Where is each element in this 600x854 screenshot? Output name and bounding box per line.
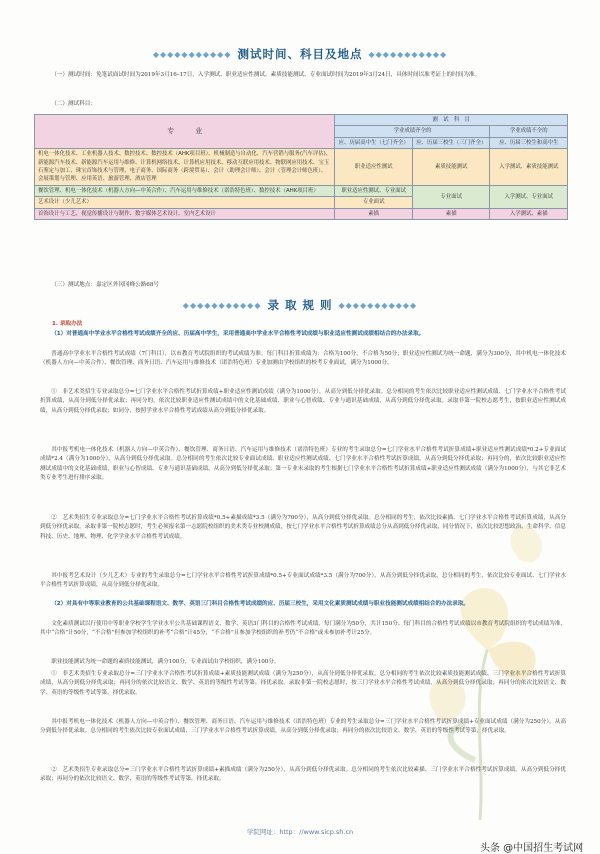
decorative-dots: ◆◆◆◆◆◆◆◆◆◆◆ bbox=[182, 301, 262, 310]
decorative-dots: ◆◆◆◆◆◆◆◆◆◆◆ bbox=[368, 50, 448, 59]
header-incomplete-scores: 学业成绩不全的 bbox=[490, 126, 568, 137]
rule-paragraph: 其中报考机电一体化技术（机器人方向—中英合作）、餐饮管理、商务日语、汽车运用与维修技术（诺浩特色班）专业的考生录取总分=七门学业水平合格性考试折算成绩+职业适应性测试成绩*0.2+专业面试成绩*2.4（满分为1000分），从高分到低分择优录取。总分相同的考生依次比较专业面试成绩、职业适应性测试成绩、七门学业水平合格性考试折算成绩，从高分到低分择优录取；再同分的，依次比较职业适应性测试成绩中的文化基础成绩、职业与心智成绩、专业与通识基础成绩，从高分到低分择优录取；第一专业未录取的考生根据七门学业水平合格性考试折算成绩+职业适应性测试成绩（满分为1000分），与其它非艺术类专业考生进行排序录取。 bbox=[40, 447, 566, 481]
subheading-high-school-rule: （1）对普通高中学业水平合格性考试成绩齐全的应、历届高中学生，采用普通高中学业水平合格性考试成绩与职业适应性测试成绩相结合的办法录取。 bbox=[51, 331, 425, 337]
table-cell: 入学测试、专业面试 bbox=[490, 185, 568, 208]
website-footer: 学院网址：http：//www.sicp.sh.cn bbox=[246, 828, 354, 836]
table-cell: 入学测试、素质技能测试 bbox=[490, 149, 568, 186]
header-test-subjects: 测 试 科 目 bbox=[335, 115, 568, 126]
test-subjects-table bbox=[34, 114, 568, 220]
watermark: 头条 @中国招生考试网 bbox=[480, 843, 584, 854]
table-cell: 入学测试、素描 bbox=[490, 208, 568, 219]
header-complete-scores: 学业成绩齐全的 bbox=[335, 126, 490, 137]
decorative-dots: ◆◆◆◆◆◆◆◆◆◆◆ bbox=[338, 301, 418, 310]
rule-paragraph: 其中报考机电一体化技术（机器人方向—中英合作）、餐饮管理、商务日语、汽车运用与维修技术（诺浩特色班）专业的考生录取总分=三门学业水平合格性考试折算成绩+专业面试成绩（满分为250分），从高分到低分择优录取。总分相同的考生依次比较专业面试成绩、三门学业水平合格性考试折算成绩，从高分到低分择优录取；再同分的依次比较语文、数学、英语的等级性考试等第，择优录取。 bbox=[40, 719, 566, 735]
table-row-major: 机电一体化技术、工业机器人技术、数控技术、数控技术（AHK项目班）、机械制造与自动化、汽车营销与服务(汽车评估)、新能源汽车技术、新能源汽车运用与维修、计算机网络技术、计算机应用技术、移动互联应用技术、物联网应用技术、宝玉石鉴定与加工、珠宝首饰技术与管理、电子商务、国际商务（跨境贸易）、会计（助理会计师）、会计（管理会计师色班）、会展策划与管理、应用英语、旅游管理、酒店管理 bbox=[35, 149, 335, 186]
section-header-admission-rules bbox=[0, 297, 600, 313]
header-major: 专 业 bbox=[35, 115, 335, 149]
header-col-three-schools: 应、历届三校生（三门齐全） bbox=[412, 137, 490, 148]
table-cell: 职业适应性测试、专业面试 bbox=[335, 185, 413, 196]
test-subjects-label: （二）测试科目： bbox=[51, 101, 96, 107]
rule-paragraph: 职业技能测试为统一命题的素质技能测试，满分100分，专业面试由学校组织，满分100分。 bbox=[51, 659, 280, 665]
table-cell: 职业适应性测试 bbox=[335, 149, 413, 186]
rule-paragraph: 其中报考艺术设计（少儿艺术）专业的考生录取总分=七门学业水平合格性考试折算成绩*0.5+专业面试成绩*3.5（满分为700分），从高分到低分择优录取。总分相同的考生，依次比较专业面试、七门学业水平合格性考试折算成绩，从高分到低分择优录取。 bbox=[40, 573, 566, 589]
subheading-admission-method: 1. 录取办法 bbox=[52, 321, 83, 327]
header-col-both: 应、历届三校生和高中生 bbox=[490, 137, 568, 148]
table-row-major: 艺术设计（少儿艺术） bbox=[35, 197, 335, 208]
table-cell: 素质技能测试 bbox=[412, 149, 490, 186]
table-row-major: 餐饮管理、机电一体化技术（机器人方向—中英合作）、汽车运用与维修技术（诺浩特色班）、数控技术（AHK项目班） bbox=[35, 185, 335, 196]
table-cell: 专业面试 bbox=[335, 197, 413, 208]
table-row-major: 首饰设计与工艺、视觉传播设计与制作、数字媒体艺术设计、室内艺术设计 bbox=[35, 208, 335, 219]
rule-paragraph: ② 艺术类招生专业录取总分=七门学业水平合格性考试折算成绩*0.5+素描成绩*3.5（满分为700分），从高分到低分择优录取。总分相同的考生，依次比较素描、七门学业水平合格性考试折算成绩，从高分到低分择优录取。录取非第一院校志愿时，考生必须报名第一志愿院校组织的美术类专业校测成绩，按七门学业水平合格性考试折算成绩总分从高到低分择优录取，同分情况下，依次比较思想政治、生命科学、信息科技、历史、地理、物理、化学学业水平合格性考试成绩。 bbox=[40, 515, 566, 540]
rule-paragraph: 普通高中学业水平合格性考试成绩（7门科目），以市教育考试院组织的考试成绩为准。每门科目折算成绩为：合格为100分，不合格为50分；职业适应性测试为统一命题，满分为300分，其中机电一体化技术（机器人方向—中英合作）、餐饮管理、商务日语、汽车运用与维修技术（诺浩特色班）专业加测由学校组织的校考专业面试，满分为1000分。 bbox=[40, 351, 566, 367]
rule-paragraph: ① 非艺术类招生专业录取总分=七门学业水平合格性考试折算成绩+职业适应性测试成绩（满分为1000分），从高分到低分择优录取。总分相同的考生依次比较职业适应性测试成绩、七门学业水平合格性考试折算成绩，从高分到低分择优录取；再同分的，依次比较职业适应性测试成绩中的文化基础成绩、职业与心智成绩、专业与通识基础成绩，从高分到低分择优录取。录取非第一院校志愿考生，按职业适应性测试成绩，从高分到低分择优录取；如同分，按照学业水平合格性考试成绩从高分到低分择优录取。 bbox=[40, 389, 566, 414]
section-title: 录 取 规 则 bbox=[267, 298, 333, 312]
subheading-three-schools-rule: （2）对具有中等职业教育的公共基础课程语文、数学、英语三门科目合格性考试成绩的应、历届三校生，采用文化素质测试成绩与职业技能测试成绩相结合的办法录取。 bbox=[51, 601, 470, 607]
test-location-paragraph: （三）测试地点：嘉定区外冈冈峰公路68号 bbox=[51, 282, 159, 288]
table-cell: 素描 bbox=[335, 208, 413, 219]
header-col-high-school: 应、历届高中生（七门齐全） bbox=[335, 137, 413, 148]
section-title: 测试时间、科目及地点 bbox=[237, 47, 363, 61]
table-cell: 素描 bbox=[412, 208, 490, 219]
table-cell: 专业面试 bbox=[412, 185, 490, 208]
section-header-test-info bbox=[0, 46, 600, 62]
decorative-dots: ◆◆◆◆◆◆◆◆◆◆◆ bbox=[152, 50, 232, 59]
rule-paragraph: 文化素质测试以行使用中等职业学校学生学业水平公共基础课程语文、数学、英语3门科目的合格性考试成绩，每门满分为50分，共计150分。每门科目的合格性考试成绩以市教育考试院组织的考试成绩为准，其中“合格”计50分，“不合格”但参加学校组织的补考“合格”计45分，“不合格”且参加学校组织的补考仍“不合格”或未参加补考计25分。 bbox=[40, 621, 566, 637]
rule-paragraph: ① 非艺术类招生专业录取总分=三门学业水平合格性考试折算成绩+素质技能测试成绩（满分为250分），从高分到低分择优录取。总分相同的考生依次比较素质技能测试成绩、三门学业水平合格性考试折算成绩，从高分到低分择优录取；再同分的依次比较语文、数学、英语的等级性考试等第，择优录取。录取非第一院校志愿时，按三门学业水平合格性考试成绩，从高分到低分择优录取；再同分的依次比较语文、数学、英语的等级性考试等第，择优录取。 bbox=[40, 671, 566, 696]
rule-paragraph: ② 艺术类招生专业录取总分=三门学业水平合格性考试折算成绩+素描成绩（满分为250分），从高分到低分择优录取。总分相同的考生依次比较素描、三门学业水平合格性考试折算成绩，从高分到低分择优录取；再同分的依次比较语文、数学、英语的等级性考试等第，择优录取。 bbox=[40, 767, 566, 783]
test-time-paragraph: （一）测试时间：免笔试面试时间为2019年3月16–17日，入学测试、职业适应性测试、素质技能测试、专业面试时间为2019年3月24日，具体时间以准考证上的时间为准。 bbox=[51, 72, 481, 78]
